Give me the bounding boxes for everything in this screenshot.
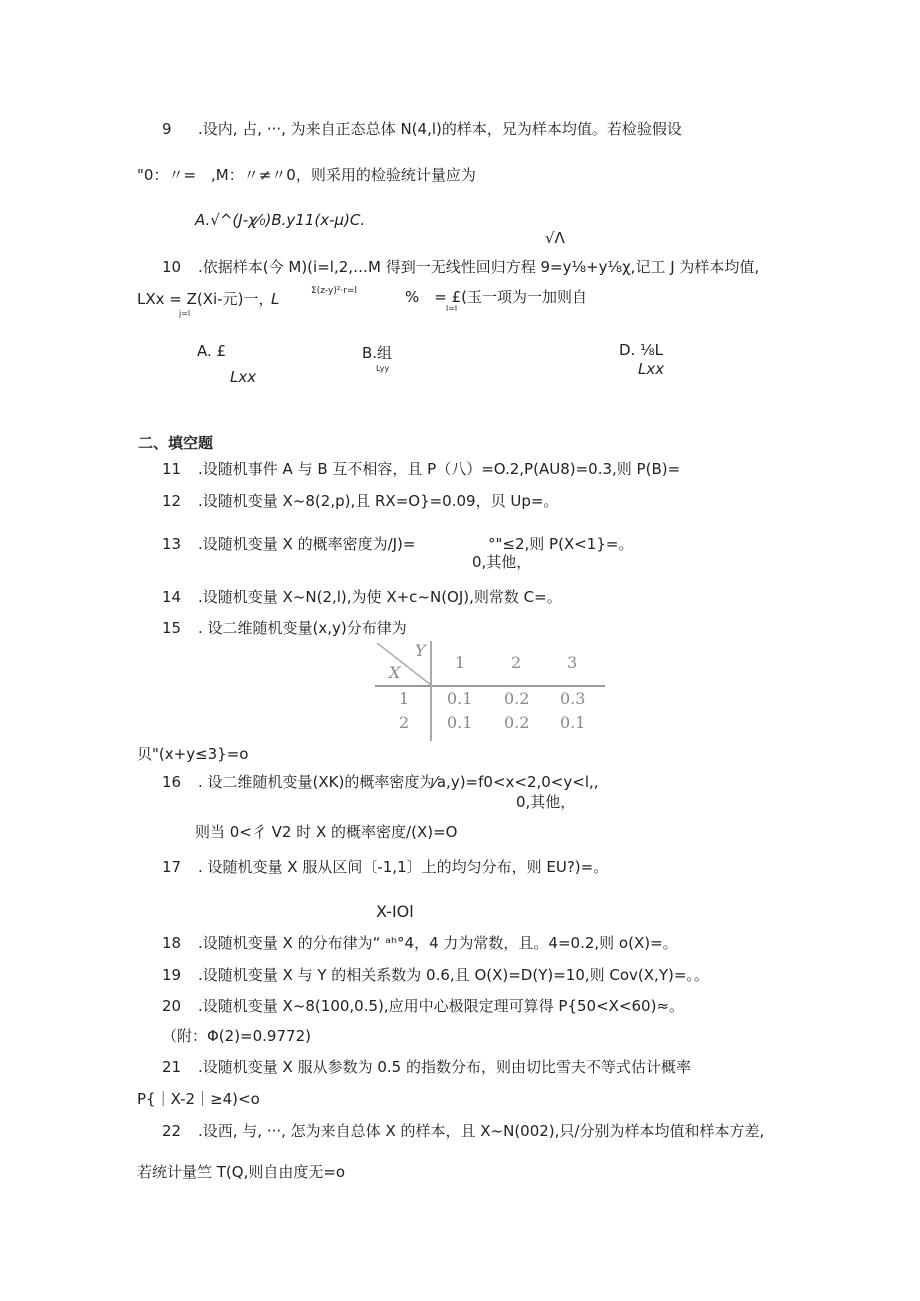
table-diagonal	[375, 641, 435, 687]
q14-text: .设随机变量 X~N(2,l),为使 X+c~N(OJ),则常数 C=。	[198, 588, 562, 606]
q17-text: . 设随机变量 X 服从区间〔-1,1〕上的均匀分布，则 EU?)=。	[198, 858, 609, 876]
q20-note: （附：Φ(2)=0.9772)	[162, 1027, 311, 1045]
q15-after: 贝"(x+y≤3}=o	[137, 745, 249, 763]
q10-line1: .依据样本(今 M)(i=l,2,…M 得到一无线性回归方程 9=y⅛+y⅛χ,记工 J 为样本均值,	[198, 258, 760, 276]
q10-option-a: A. £	[197, 342, 227, 360]
q10-option-b-den: Lyy	[376, 364, 390, 373]
q19-text: .设随机变量 X 与 Y 的相关系数为 0.6,且 O(X)=D(Y)=10,则 Cov(X,Y)=。。	[198, 966, 709, 984]
q11-text: .设随机事件 A 与 B 互不相容，且 P（八）=O.2,P(AU8)=0.3,则 P(B)=	[198, 460, 681, 478]
q15-number: 15	[162, 619, 182, 637]
table-cell: 0.2	[504, 713, 530, 732]
q14-number: 14	[162, 588, 182, 606]
q21-number: 21	[162, 1058, 182, 1076]
table-row-label: 2	[399, 713, 410, 732]
q13-text3: 0,其他，	[472, 553, 532, 571]
q16-text: . 设二维随机变量(XK)的概率密度为⁄a,y)=f0<x<2,0<y<l,,	[198, 773, 599, 791]
q20-number: 20	[162, 997, 182, 1015]
q10-sub-j: j=l	[179, 309, 191, 318]
q22-number: 22	[162, 1122, 182, 1140]
table-cell: 0.1	[560, 713, 586, 732]
table-y-label: Y	[415, 641, 426, 660]
table-cell: 0.1	[447, 689, 473, 708]
q13-text2: °"≤2,则 P(X<1}=。	[488, 535, 634, 553]
table-col-header: 3	[567, 653, 578, 672]
q18-number: 18	[162, 934, 182, 952]
table-cell: 0.2	[504, 689, 530, 708]
section-title: 二、填空题	[138, 434, 214, 452]
q21-text2: P{｜X-2｜≥4)<o	[137, 1090, 260, 1108]
q12-number: 12	[162, 492, 182, 510]
q20-text: .设随机变量 X~8(100,0.5),应用中心极限定理可算得 P{50<X<60)≈。	[198, 997, 685, 1015]
q22-text2: 若统计量竺 T(Q,则自由度无=o	[137, 1163, 346, 1181]
q16-text3: 则当 0<彳 V2 时 X 的概率密度/(X)=O	[195, 823, 458, 841]
q16-text2: 0,其他，	[516, 793, 576, 811]
q10-line2b: L	[271, 290, 280, 308]
q9-extra: √Λ	[545, 229, 565, 247]
q10-number: 10	[162, 258, 182, 276]
q9-number: 9	[162, 120, 172, 138]
distribution-table	[375, 641, 605, 741]
q12-text: .设随机变量 X~8(2,p),且 RX=O}=0.09，贝 Up=。	[198, 492, 559, 510]
q10-line2c: % = £(玉一项为一加则自	[405, 288, 587, 306]
q9-line2: "0：〃= ,M：〃≠〃0，则采用的检验统计量应为	[137, 166, 476, 184]
table-column-rule	[430, 641, 432, 741]
q10-sup: Σ(z-y)²·r=l	[311, 286, 358, 296]
q11-number: 11	[162, 460, 182, 478]
q21-text: .设随机变量 X 服从参数为 0.5 的指数分布，则由切比雪夫不等式估计概率	[198, 1058, 691, 1076]
q18-text: .设随机变量 X 的分布律为“ ᵃʰ°4，4 力为常数，且。4=0.2,则 o(X)=。	[198, 934, 678, 952]
q15-text: . 设二维随机变量(x,y)分布律为	[198, 619, 407, 637]
q10-sub-i: l=l	[446, 304, 458, 313]
q17-number: 17	[162, 858, 182, 876]
q9-line1: .设内, 占, ···, 为来自正态总体 N(4,l)的样本，兄为样本均值。若检验假设	[198, 120, 682, 138]
table-row-label: 1	[399, 689, 410, 708]
q9-options: A.√^(J-χ⁄₀)B.y11(x-μ)C.	[195, 211, 366, 229]
q13-number: 13	[162, 535, 182, 553]
table-col-header: 2	[511, 653, 522, 672]
table-col-header: 1	[455, 653, 466, 672]
q10-option-d-den: Lxx	[638, 360, 665, 378]
mid-label: X-IOl	[376, 902, 414, 921]
q10-line2a: LXx = Z(Xi-元)一，	[137, 290, 274, 308]
q10-option-a-den: Lxx	[230, 368, 257, 386]
table-cell: 0.1	[447, 713, 473, 732]
table-cell: 0.3	[560, 689, 586, 708]
table-x-label: X	[389, 663, 401, 682]
q13-text: .设随机变量 X 的概率密度为/J)=	[198, 535, 416, 553]
q19-number: 19	[162, 966, 182, 984]
q10-option-b: B.组	[362, 344, 393, 362]
q16-number: 16	[162, 773, 182, 791]
table-header-rule	[375, 685, 605, 687]
q22-text: .设西, 与, ···, 怎为来自总体 X 的样本，且 X~N(002),只/分别为样本均值和样本方差,	[198, 1122, 765, 1140]
q10-option-d: D. ⅛L	[619, 341, 663, 359]
